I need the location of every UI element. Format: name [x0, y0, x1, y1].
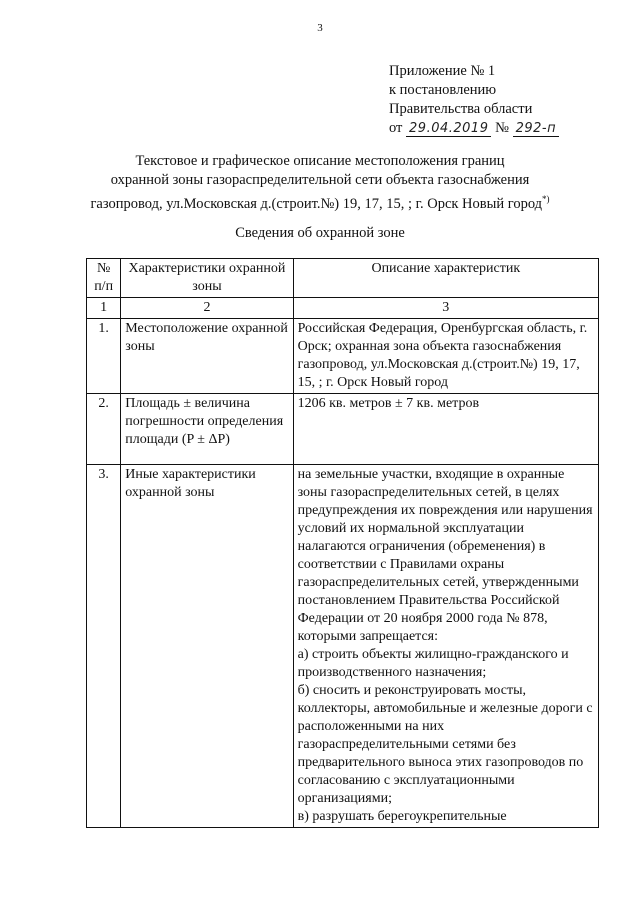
page-number: 3	[317, 22, 323, 34]
row-number: 1.	[87, 319, 121, 394]
appendix-line-1: Приложение № 1	[389, 63, 496, 79]
table-header-row	[87, 259, 599, 298]
document-title	[40, 152, 600, 214]
header-characteristics: Характеристики охранной зоны	[121, 259, 293, 298]
numbering-cell: 2	[121, 298, 293, 319]
handwritten-date: 29.04.2019	[406, 121, 491, 137]
number-label: №	[495, 120, 509, 136]
title-line-1: Текстовое и графическое описание местоположения границ	[135, 153, 505, 169]
footnote-mark: *)	[542, 194, 550, 204]
row-characteristic: Иные характеристики охранной зоны	[121, 465, 293, 828]
appendix-line-2: к постановлению	[389, 82, 497, 98]
title-line-3	[40, 190, 600, 214]
zone-info-table	[86, 258, 599, 828]
appendix-line-3: Правительства области	[389, 101, 533, 117]
section-title: Сведения об охранной зоне	[235, 225, 405, 241]
table-row	[87, 465, 599, 828]
table-row	[87, 319, 599, 394]
row-description-cell	[293, 465, 598, 828]
row-number: 3.	[87, 465, 121, 828]
header-description: Описание характеристик	[293, 259, 598, 298]
numbering-cell: 3	[293, 298, 598, 319]
row-description: на земельные участки, входящие в охранные зоны газораспределительных сетей, в целях предупреждения их повреждения или нарушения условий их нормальной эксплуатации налагаются ограничения (обременения) в соответствии с Правилами охраны газораспределительных сетей, утвержденными постановлением Правительства Российской Федерации от 20 ноября 2000 года № 878, которыми запрещается:	[297, 467, 593, 644]
table-numbering-row	[87, 298, 599, 319]
table-row	[87, 394, 599, 465]
title-line-3-text: газопровод, ул.Московская д.(строит.№) 19, 17, 15, ; г. Орск Новый город	[90, 195, 543, 212]
row-number: 2.	[87, 394, 121, 465]
handwritten-number: 292-п	[513, 121, 560, 137]
list-item: в) разрушать берегоукрепительные	[297, 809, 507, 824]
appendix-block	[389, 62, 559, 138]
row-description: Российская Федерация, Оренбургская область, г. Орск; охранная зона объекта газоснабжения газопровод, ул.Московская д.(строит.№) 19, 17, 15, ; г. Орск Новый город	[293, 319, 598, 394]
header-number: № п/п	[87, 259, 121, 298]
row-characteristic: Площадь ± величина погрешности определения площади (P ± ΔP)	[121, 394, 293, 465]
row-characteristic: Местоположение охранной зоны	[121, 319, 293, 394]
row-description: 1206 кв. метров ± 7 кв. метров	[293, 394, 598, 465]
appendix-date-line	[389, 119, 559, 138]
title-line-2: охранной зоны газораспределительной сети объекта газоснабжения	[110, 172, 530, 188]
numbering-cell: 1	[87, 298, 121, 319]
list-item: а) строить объекты жилищно-гражданского и производственного назначения;	[297, 647, 569, 680]
from-label: от	[389, 120, 403, 136]
list-item: б) сносить и реконструировать мосты, коллекторы, автомобильные и железные дороги с расположенными на них газораспределительными сетями без предварительного выноса этих газопроводов по согласованию с эксплуатационными организациями;	[297, 683, 593, 806]
